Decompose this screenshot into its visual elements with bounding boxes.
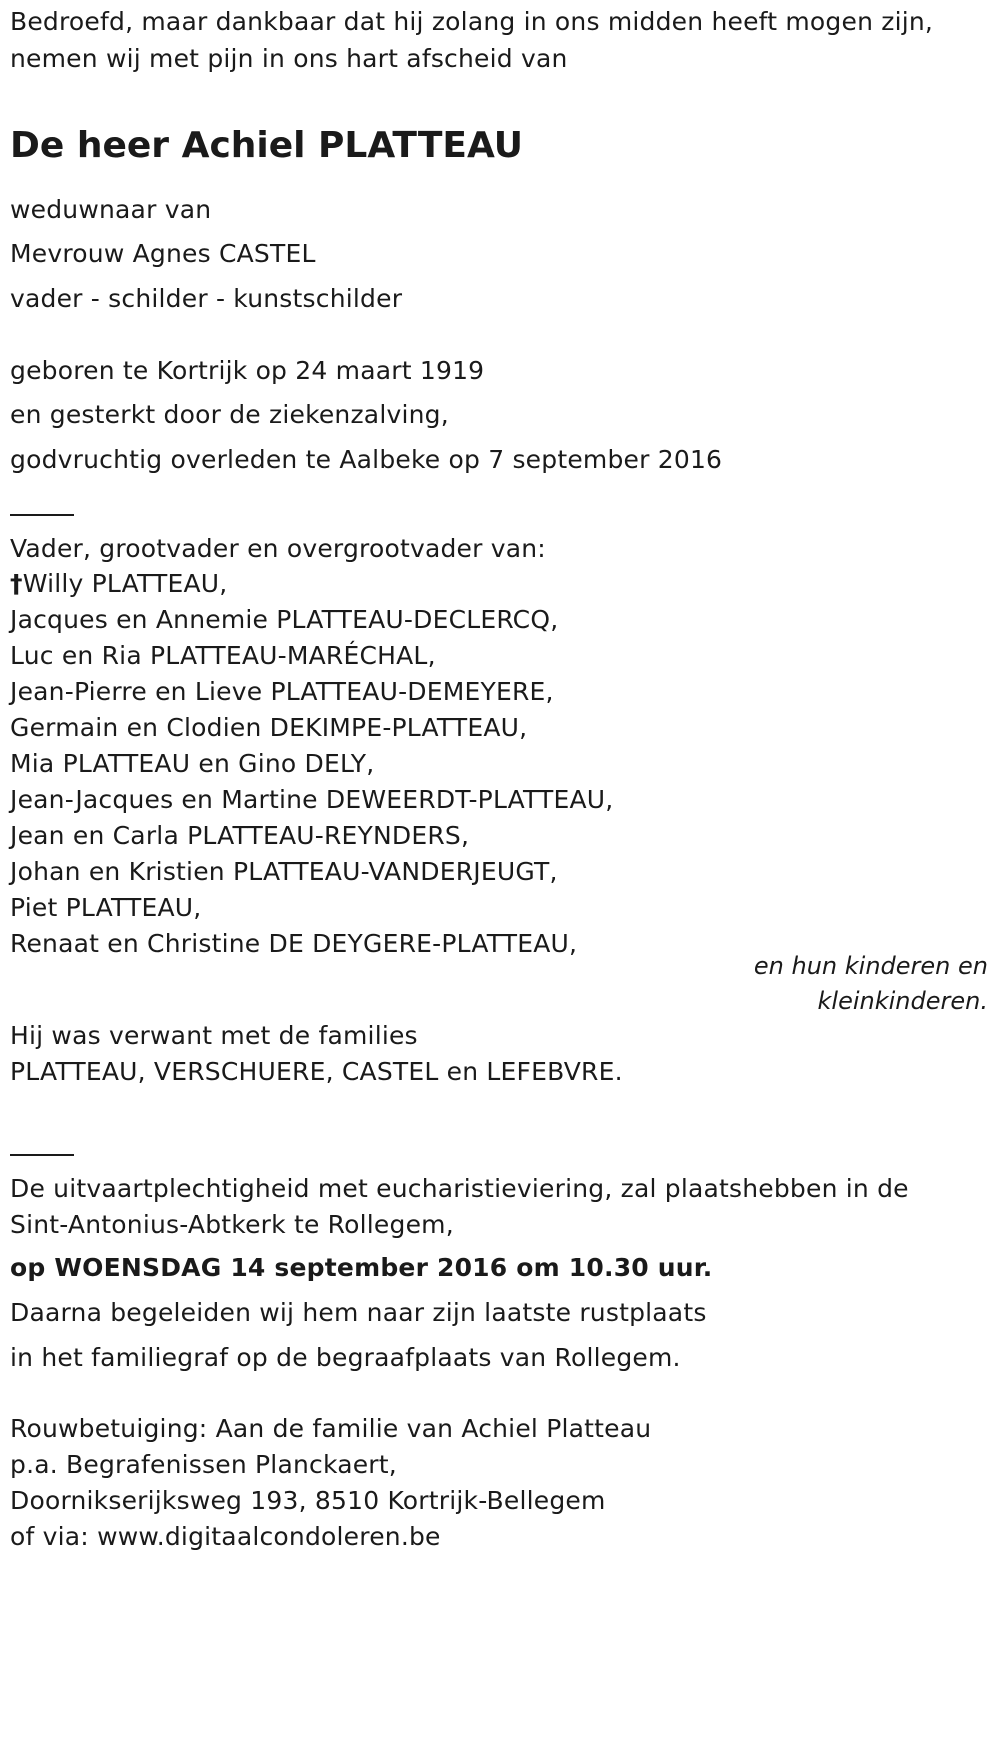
burial-line-1: Daarna begeleiden wij hem naar zijn laatste rustplaats bbox=[10, 1298, 707, 1327]
cross-icon: † bbox=[10, 569, 23, 598]
family-member: Luc en Ria PLATTEAU-MARÉCHAL, bbox=[10, 641, 436, 670]
family-member: Jean-Pierre en Lieve PLATTEAU-DEMEYERE, bbox=[10, 677, 554, 706]
family-member: Jean-Jacques en Martine DEWEERDT-PLATTEAU, bbox=[10, 785, 614, 814]
service-date: op WOENSDAG 14 september 2016 om 10.30 uur. bbox=[10, 1253, 713, 1282]
family-member-deceased bbox=[10, 568, 227, 600]
deceased-child-name: Willy PLATTEAU, bbox=[22, 569, 228, 598]
family-heading: Vader, grootvader en overgrootvader van: bbox=[10, 534, 546, 563]
family-member: Johan en Kristien PLATTEAU-VANDERJEUGT, bbox=[10, 857, 558, 886]
section-divider-1 bbox=[10, 514, 74, 516]
intro-line-1: Bedroefd, maar dankbaar dat hij zolang in ons midden heeft mogen zijn, bbox=[10, 7, 934, 36]
relatives-line-1: Hij was verwant met de families bbox=[10, 1021, 418, 1050]
service-line-2: Sint-Antonius-Abtkerk te Rollegem, bbox=[10, 1210, 454, 1239]
relatives-line-2: PLATTEAU, VERSCHUERE, CASTEL en LEFEBVRE. bbox=[10, 1057, 623, 1086]
family-member: Piet PLATTEAU, bbox=[10, 893, 202, 922]
condolences-line-2: p.a. Begrafenissen Planckaert, bbox=[10, 1450, 397, 1479]
condolences-website: of via: www.digitaalcondoleren.be bbox=[10, 1522, 441, 1551]
family-member: Germain en Clodien DEKIMPE-PLATTEAU, bbox=[10, 713, 528, 742]
condolences-address: Doornikserijksweg 193, 8510 Kortrijk-Bellegem bbox=[10, 1486, 606, 1515]
sacrament-line: en gesterkt door de ziekenzalving, bbox=[10, 400, 449, 429]
section-divider-2 bbox=[10, 1154, 74, 1156]
widower-label: weduwnaar van bbox=[10, 195, 212, 224]
grandchildren-line-1: en hun kinderen en bbox=[753, 952, 988, 980]
family-member: Renaat en Christine DE DEYGERE-PLATTEAU, bbox=[10, 929, 578, 958]
deceased-name: De heer Achiel PLATTEAU bbox=[10, 125, 523, 166]
family-member: Jacques en Annemie PLATTEAU-DECLERCQ, bbox=[10, 605, 559, 634]
family-member: Jean en Carla PLATTEAU-REYNDERS, bbox=[10, 821, 470, 850]
birth-line: geboren te Kortrijk op 24 maart 1919 bbox=[10, 356, 485, 385]
condolences-line-1: Rouwbetuiging: Aan de familie van Achiel Platteau bbox=[10, 1414, 652, 1443]
intro-line-2: nemen wij met pijn in ons hart afscheid van bbox=[10, 44, 568, 73]
grandchildren-line-2: kleinkinderen. bbox=[817, 987, 988, 1015]
occupation: vader - schilder - kunstschilder bbox=[10, 284, 403, 313]
family-member: Mia PLATTEAU en Gino DELY, bbox=[10, 749, 375, 778]
death-line: godvruchtig overleden te Aalbeke op 7 september 2016 bbox=[10, 445, 723, 474]
service-line-1: De uitvaartplechtigheid met eucharistieviering, zal plaatshebben in de bbox=[10, 1174, 909, 1203]
spouse-name: Mevrouw Agnes CASTEL bbox=[10, 239, 316, 268]
burial-line-2: in het familiegraf op de begraafplaats van Rollegem. bbox=[10, 1343, 681, 1372]
